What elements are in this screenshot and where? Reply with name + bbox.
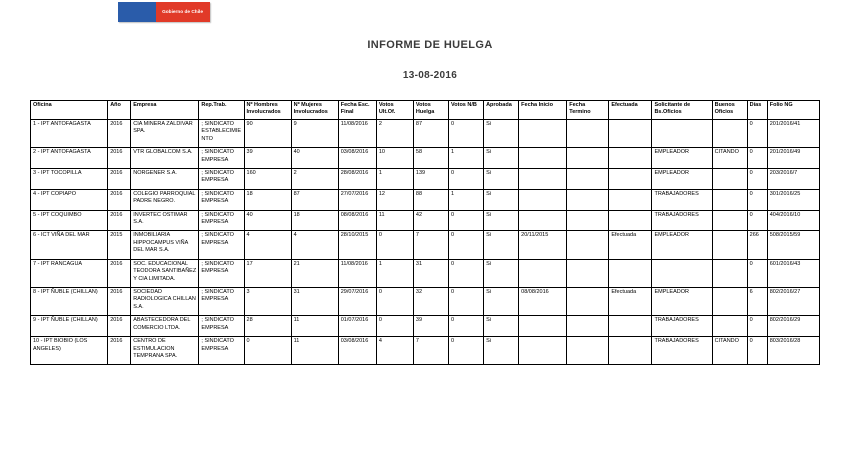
table-cell: 10 [376, 148, 413, 169]
table-cell: 0 [747, 148, 767, 169]
table-cell [567, 189, 609, 210]
table-cell: 42 [413, 210, 448, 231]
table-cell: 1 [449, 189, 484, 210]
table-row [31, 316, 820, 337]
table-cell [609, 210, 652, 231]
table-cell: 28/08/2016 [338, 168, 376, 189]
table-cell: 11/08/2016 [338, 259, 376, 287]
table-cell: 87 [413, 119, 448, 147]
table-cell: 6 [747, 288, 767, 316]
table-cell: VTR GLOBALCOM S.A. [131, 148, 199, 169]
table-cell: COLEGIO PARROQUIAL PADRE NEGRO. [131, 189, 199, 210]
table-cell: Si [484, 119, 519, 147]
table-header [31, 101, 820, 120]
table-cell: 18 [291, 210, 338, 231]
table-cell: 28 [244, 316, 291, 337]
table-cell: 11/08/2016 [338, 119, 376, 147]
table-cell: 404/2016/10 [767, 210, 819, 231]
table-cell: ; SINDICATO EMPRESA [199, 210, 244, 231]
table-cell: TRABAJADORES [652, 189, 712, 210]
table-cell: 139 [413, 168, 448, 189]
table-cell: 27/07/2016 [338, 189, 376, 210]
table-cell: INVERTEC OSTIMAR S.A. [131, 210, 199, 231]
table-cell: 11 [376, 210, 413, 231]
table-cell: 0 [747, 210, 767, 231]
table-cell: ; SINDICATO EMPRESA [199, 259, 244, 287]
table-cell: 9 [291, 119, 338, 147]
table-cell: 11 [291, 316, 338, 337]
table-cell: 1 - IPT ANTOFAGASTA [31, 119, 108, 147]
table-cell: 40 [244, 210, 291, 231]
table-cell: ; SINDICATO EMPRESA [199, 148, 244, 169]
table-cell: ; SINDICATO EMPRESA [199, 189, 244, 210]
table-cell [609, 148, 652, 169]
table-cell: CENTRO DE ESTIMULACION TEMPRANA SPA. [131, 337, 199, 365]
table-cell: 0 [747, 189, 767, 210]
table-cell [712, 119, 747, 147]
column-header: Votos Ult.Of. [376, 101, 413, 120]
table-cell: 0 [376, 231, 413, 259]
table-cell: 0 [747, 316, 767, 337]
column-header: Días [747, 101, 767, 120]
table-cell: 0 [449, 288, 484, 316]
table-cell: EMPLEADOR [652, 288, 712, 316]
table-cell: 160 [244, 168, 291, 189]
table-cell: 2016 [108, 259, 131, 287]
table-cell: 5 - IPT COQUIMBO [31, 210, 108, 231]
table-cell: 12 [376, 189, 413, 210]
table-cell [519, 119, 567, 147]
table-cell: 0 [449, 259, 484, 287]
table-cell: 7 - IPT RANCAGUA [31, 259, 108, 287]
table-cell [519, 210, 567, 231]
report-table [30, 100, 820, 365]
table-cell: 2016 [108, 337, 131, 365]
table-cell: 4 [244, 231, 291, 259]
table-cell: SOCIEDAD RADIOLOGICA CHILLAN S.A. [131, 288, 199, 316]
table-cell: Si [484, 316, 519, 337]
table-cell: 802/2016/27 [767, 288, 819, 316]
table-cell: 11 [291, 337, 338, 365]
table-cell: 10 - IPT BIOBIO (LOS ANGELES) [31, 337, 108, 365]
table-cell: 2016 [108, 288, 131, 316]
table-cell [567, 337, 609, 365]
table-cell [519, 189, 567, 210]
table-row [31, 168, 820, 189]
table-row [31, 119, 820, 147]
table-cell [652, 119, 712, 147]
table-cell [519, 337, 567, 365]
table-cell: 201/2016/41 [767, 119, 819, 147]
table-body [31, 119, 820, 365]
table-cell [712, 231, 747, 259]
gobierno-de-chile-logo [118, 2, 210, 22]
table-cell: 20/11/2015 [519, 231, 567, 259]
column-header: Votos Huelga [413, 101, 448, 120]
table-cell: 0 [449, 231, 484, 259]
table-cell: 0 [449, 168, 484, 189]
table-cell: 18 [244, 189, 291, 210]
table-cell: 0 [244, 337, 291, 365]
table-cell: 2 [291, 168, 338, 189]
table-cell: 2016 [108, 316, 131, 337]
table-cell: 39 [244, 148, 291, 169]
header-row [31, 101, 820, 120]
table-row [31, 337, 820, 365]
table-cell: 3 - IPT TOCOPILLA [31, 168, 108, 189]
column-header: Nº Mujeres Involucrados [291, 101, 338, 120]
table-cell: ABASTECEDORA DEL COMERCIO LTDA. [131, 316, 199, 337]
table-cell: 0 [376, 316, 413, 337]
logo-red-flag-block [156, 2, 210, 22]
table-cell: ; SINDICATO EMPRESA [199, 288, 244, 316]
table-cell: 0 [376, 288, 413, 316]
table-cell: 2016 [108, 148, 131, 169]
table-cell: 203/2016/7 [767, 168, 819, 189]
table-cell: 0 [747, 119, 767, 147]
table-cell [712, 288, 747, 316]
table-row [31, 189, 820, 210]
table-cell [609, 337, 652, 365]
table-cell [609, 259, 652, 287]
table-cell: Si [484, 259, 519, 287]
table-cell [567, 231, 609, 259]
table-row [31, 231, 820, 259]
column-header: Votos N/B [449, 101, 484, 120]
table-cell: 803/2016/28 [767, 337, 819, 365]
table-cell: ; SINDICATO EMPRESA [199, 316, 244, 337]
table-cell: CITANDO [712, 337, 747, 365]
table-cell: 266 [747, 231, 767, 259]
table-cell: 2016 [108, 189, 131, 210]
table-cell: EMPLEADOR [652, 168, 712, 189]
table-cell [609, 168, 652, 189]
table-cell: 0 [449, 337, 484, 365]
table-cell [712, 210, 747, 231]
table-cell: 7 [413, 231, 448, 259]
table-cell: 201/2016/49 [767, 148, 819, 169]
table-cell [567, 316, 609, 337]
table-cell: Si [484, 210, 519, 231]
table-cell: 31 [413, 259, 448, 287]
table-cell: TRABAJADORES [652, 337, 712, 365]
table-cell: 31 [291, 288, 338, 316]
table-cell: 9 - IPT ÑUBLE (CHILLAN) [31, 316, 108, 337]
table-cell: 1 [449, 148, 484, 169]
table-cell [609, 189, 652, 210]
table-cell: 2016 [108, 168, 131, 189]
table-cell: 87 [291, 189, 338, 210]
table-cell: 0 [449, 316, 484, 337]
table-cell: 508/2015/59 [767, 231, 819, 259]
table-cell: 4 - IPT COPIAPO [31, 189, 108, 210]
table-cell [567, 168, 609, 189]
table-cell: 4 [376, 337, 413, 365]
table-cell: Si [484, 337, 519, 365]
column-header: Fecha Esc. Final [338, 101, 376, 120]
column-header: Año [108, 101, 131, 120]
column-header: Folio NG [767, 101, 819, 120]
table-cell: 0 [747, 259, 767, 287]
logo-label: Gobierno de Chile [162, 9, 204, 15]
table-cell [519, 148, 567, 169]
table-row [31, 288, 820, 316]
column-header: Aprobada [484, 101, 519, 120]
table-cell: 90 [244, 119, 291, 147]
table-cell: 03/08/2016 [338, 148, 376, 169]
report-date: 13-08-2016 [402, 70, 458, 81]
table-cell: Si [484, 168, 519, 189]
column-header: Efectuada [609, 101, 652, 120]
table-cell: 2 - IPT ANTOFAGASTA [31, 148, 108, 169]
table-cell: Si [484, 148, 519, 169]
column-header: Rep.Trab. [199, 101, 244, 120]
table-row [31, 259, 820, 287]
table-cell: 03/08/2016 [338, 337, 376, 365]
table-cell: 0 [747, 168, 767, 189]
table-cell: 17 [244, 259, 291, 287]
table-cell [712, 259, 747, 287]
table-cell [567, 259, 609, 287]
column-header: Nº Hombres Involucrados [244, 101, 291, 120]
table-cell: INMOBILIARIA HIPPOCAMPUS VIÑA DEL MAR S.A. [131, 231, 199, 259]
table-cell [567, 119, 609, 147]
table-cell: 39 [413, 316, 448, 337]
table-row [31, 210, 820, 231]
table-cell: 29/07/2016 [338, 288, 376, 316]
table-cell: EMPLEADOR [652, 148, 712, 169]
table-cell: NORGENER S.A. [131, 168, 199, 189]
logo-blue-flag-block [118, 2, 156, 22]
table-cell: 301/2016/25 [767, 189, 819, 210]
table-cell: EMPLEADOR [652, 231, 712, 259]
table-cell [712, 189, 747, 210]
table-cell: Efectuada [609, 288, 652, 316]
table-cell: 601/2016/43 [767, 259, 819, 287]
table-cell: 8 - IPT ÑUBLE (CHILLAN) [31, 288, 108, 316]
table-cell: 2016 [108, 119, 131, 147]
table-cell: Si [484, 231, 519, 259]
table-cell: 21 [291, 259, 338, 287]
table-cell: 2 [376, 119, 413, 147]
table-cell: TRABAJADORES [652, 316, 712, 337]
table-cell [712, 316, 747, 337]
table-cell [567, 148, 609, 169]
table-cell: 1 [376, 259, 413, 287]
column-header: Empresa [131, 101, 199, 120]
table-cell [652, 259, 712, 287]
table-cell: 08/08/2016 [338, 210, 376, 231]
table-cell: ; SINDICATO EMPRESA [199, 231, 244, 259]
table-cell: CITANDO [712, 148, 747, 169]
report-title: INFORME DE HUELGA [367, 39, 493, 51]
table-cell: SOC. EDUCACIONAL TEODORA SANTIBAÑEZ Y CIA LIMITADA. [131, 259, 199, 287]
table-cell [567, 288, 609, 316]
column-header: Fecha Inicio [519, 101, 567, 120]
table-cell: 01/07/2016 [338, 316, 376, 337]
column-header: Buenos Oficios [712, 101, 747, 120]
table-cell: 40 [291, 148, 338, 169]
table-cell: 88 [413, 189, 448, 210]
table-cell: 3 [244, 288, 291, 316]
table-cell: TRABAJADORES [652, 210, 712, 231]
table-cell: CIA MINERA ZALDIVAR SPA. [131, 119, 199, 147]
table-cell: 7 [413, 337, 448, 365]
column-header: Oficina [31, 101, 108, 120]
table-cell: 0 [449, 119, 484, 147]
column-header: Solicitante de Bs.Oficios [652, 101, 712, 120]
table-row [31, 148, 820, 169]
table-cell: 1 [376, 168, 413, 189]
table-cell: Si [484, 189, 519, 210]
table-cell [567, 210, 609, 231]
table-cell: Si [484, 288, 519, 316]
table-cell: 28/10/2015 [338, 231, 376, 259]
table-cell: 58 [413, 148, 448, 169]
table-cell: ; SINDICATO EMPRESA [199, 168, 244, 189]
table-cell: 0 [747, 337, 767, 365]
table-cell [519, 168, 567, 189]
table-cell: ; SINDICATO ESTABLECIMIENTO [199, 119, 244, 147]
table-cell [609, 316, 652, 337]
table-cell [519, 259, 567, 287]
table-cell [712, 168, 747, 189]
table-cell: 4 [291, 231, 338, 259]
table-cell: Efectuada [609, 231, 652, 259]
table-cell: ; SINDICATO EMPRESA [199, 337, 244, 365]
table-cell [609, 119, 652, 147]
table-cell: 6 - ICT VIÑA DEL MAR [31, 231, 108, 259]
table-cell: 32 [413, 288, 448, 316]
column-header: Fecha Termino [567, 101, 609, 120]
table-cell: 2015 [108, 231, 131, 259]
table-cell: 802/2016/29 [767, 316, 819, 337]
table-cell: 08/08/2016 [519, 288, 567, 316]
table-cell: 2016 [108, 210, 131, 231]
table-cell [519, 316, 567, 337]
table-cell: 0 [449, 210, 484, 231]
